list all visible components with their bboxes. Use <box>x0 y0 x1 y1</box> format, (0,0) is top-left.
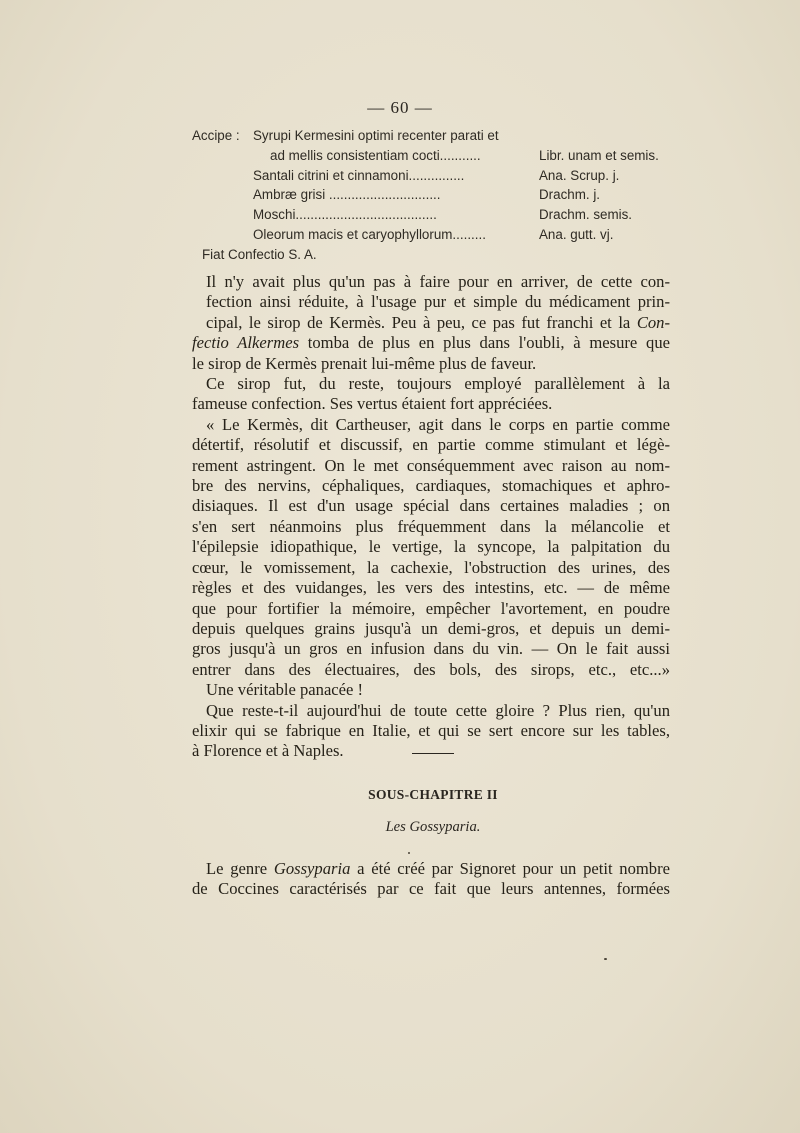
text-line: Le genre Gossyparia a été créé par Signoret pour un petit nombre <box>206 859 670 878</box>
page-number: — 60 — <box>367 98 433 117</box>
text-line: Ce sirop fut, du reste, toujours employé parallèlement à la <box>206 374 670 394</box>
recipe-ingredient: Santali citrini et cinnamoni............... <box>253 167 465 183</box>
text-line: gros jusqu'à un gros en infusion dans du vin. — On le fait aussi <box>192 639 670 659</box>
body-text <box>192 272 670 762</box>
closing-paragraph <box>192 859 670 900</box>
paper-speck <box>604 958 607 960</box>
text-line: fameuse confection. Ses vertus étaient fort appréciées. <box>192 394 553 414</box>
text-line: de Coccines caractérisés par ce fait que leurs antennes, formées <box>192 879 670 899</box>
text-line: fectio Alkermes tomba de plus en plus dans l'oubli, à mesure que <box>192 333 670 353</box>
section-divider <box>412 753 454 754</box>
text-line: disiaques. Il est d'un usage spécial dans certaines maladies ; on <box>192 496 670 516</box>
recipe-quantity: Libr. unam et semis. <box>539 147 659 163</box>
recipe-ingredient: Ambræ grisi .............................. <box>253 187 441 203</box>
recipe-row <box>192 225 672 245</box>
text-line: détertif, résolutif et discussif, en partie comme stimulant et légè- <box>192 435 670 455</box>
recipe-row <box>192 185 672 205</box>
text-line: Que reste-t-il aujourd'hui de toute cette gloire ? Plus rien, qu'un <box>206 700 670 720</box>
text-line: l'épilepsie idiopathique, le vertige, la syncope, la palpitation du <box>192 537 670 557</box>
text-line: s'en sert néanmoins plus fréquemment dans la mélancolie et <box>192 516 670 536</box>
section-heading: SOUS-CHAPITRE II <box>368 787 498 802</box>
recipe-quantity: Drachm. semis. <box>539 207 633 223</box>
paragraph <box>192 272 670 374</box>
quote-paragraph <box>192 415 670 680</box>
text-line: règles et des vuidanges, les vers des intestins, etc. — de même <box>192 578 670 598</box>
text-line: bre des nervins, céphaliques, cardiaques, stomachiques et aphro- <box>192 476 670 496</box>
recipe-lead: Accipe : <box>192 128 240 143</box>
paragraph <box>192 680 670 700</box>
recipe-ingredient: Oleorum macis et caryophyllorum......... <box>253 226 486 242</box>
text-line: entrer dans des électuaires, des bols, des sirops, etc., etc...» <box>192 659 670 679</box>
italic-term: Con- <box>636 312 670 332</box>
text-line: elixir qui se fabrique en Italie, et qui se sert encore sur les tables, <box>192 720 670 740</box>
text-line: le sirop de Kermès prenait lui-même plus de faveur. <box>192 353 537 373</box>
recipe-closing: Fiat Confectio S. A. <box>202 246 317 262</box>
recipe-row <box>192 205 672 225</box>
recipe-block <box>192 126 672 265</box>
recipe-quantity: Ana. Scrup. j. <box>539 167 620 183</box>
recipe-quantity: Ana. gutt. vj. <box>539 226 614 242</box>
text-line: à Florence et à Naples. <box>192 741 344 761</box>
recipe-ingredient: ad mellis consistentiam cocti........... <box>270 147 481 163</box>
recipe-row <box>192 126 672 146</box>
recipe-ingredient: Syrupi Kermesini optimi recenter parati et <box>253 128 499 143</box>
italic-term: fectio Alkermes <box>192 333 300 353</box>
recipe-row <box>192 166 672 186</box>
text-line: fection ainsi réduite, à l'usage pur et simple du médicament prin- <box>206 292 670 312</box>
text-line: rement astringent. On le met conséquemment avec raison au nom- <box>192 455 670 475</box>
paragraph <box>192 374 670 415</box>
text-line: cœur, le vomissement, la cachexie, l'obstruction des urines, des <box>192 557 670 577</box>
text-line: que pour fortifier la mémoire, empêcher l'avortement, en poudre <box>192 598 670 618</box>
recipe-quantity: Drachm. j. <box>539 187 601 203</box>
recipe-row <box>192 146 672 166</box>
recipe-ingredient: Moschi...................................... <box>253 207 437 223</box>
text-line: Une véritable panacée ! <box>206 680 364 700</box>
text-line: « Le Kermès, dit Cartheuser, agit dans le corps en partie comme <box>206 414 670 434</box>
recipe-row <box>192 245 672 265</box>
paper-speck <box>408 852 410 854</box>
text-line: depuis quelques grains jusqu'à un demi-gros, et depuis un demi- <box>192 618 670 638</box>
section-title: Les Gossyparia. <box>385 819 481 835</box>
text-line: cipal, le sirop de Kermès. Peu à peu, ce pas fut franchi et la Con- <box>206 312 670 332</box>
italic-term: Gossyparia <box>273 859 351 878</box>
text-line: Il n'y avait plus qu'un pas à faire pour en arriver, de cette con- <box>206 272 670 291</box>
